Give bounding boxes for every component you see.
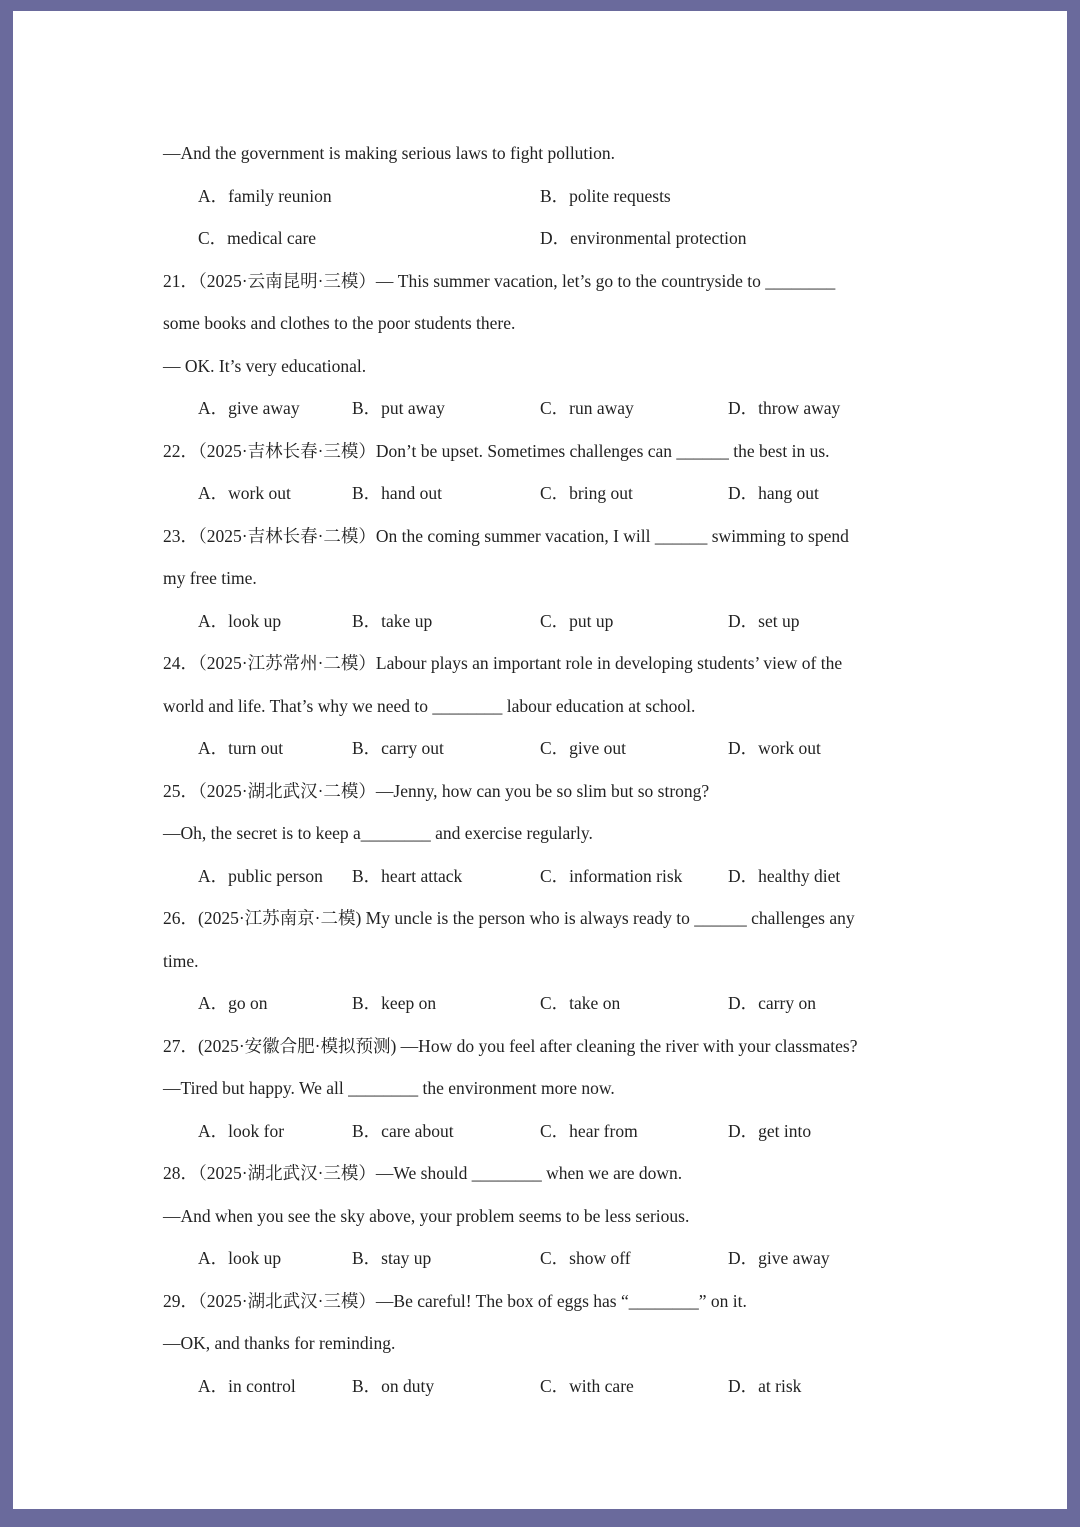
options-row: [163, 1373, 943, 1416]
question-28: [163, 1160, 943, 1288]
option-d: D．healthy diet: [728, 865, 841, 886]
option-b: B．stay up: [352, 1248, 432, 1268]
question-text: 26．(2025·江苏南京·二模) My uncle is the person who is always ready to ______ challenges any: [163, 908, 855, 928]
option-c: C．hear from: [540, 1120, 638, 1141]
option-b: B．carry out: [352, 738, 444, 758]
option-a: A．public person: [198, 865, 323, 886]
option-b: B．polite requests: [540, 185, 671, 206]
question-23: [163, 523, 943, 651]
option-a: A．go on: [198, 993, 268, 1013]
option-c: C．medical care: [198, 228, 317, 248]
option-a: A．in control: [198, 1375, 296, 1396]
question-text: 25．（2025·湖北武汉·二模）—Jenny, how can you be so slim but so strong?: [163, 780, 710, 801]
option-b: B．put away: [352, 398, 445, 418]
option-b: B．care about: [352, 1120, 454, 1141]
options-row: [163, 1245, 943, 1288]
question-text: —Oh, the secret is to keep a________ and exercise regularly.: [163, 823, 593, 843]
question-text: 24．（2025·江苏常州·二模）Labour plays an important role in developing students’ view of the: [163, 653, 843, 673]
option-d: D．environmental protection: [540, 228, 747, 248]
question-text: —And when you see the sky above, your problem seems to be less serious.: [163, 1205, 690, 1226]
question-text: —Tired but happy. We all ________ the environment more now.: [163, 1078, 615, 1098]
intro-line: —And the government is making serious laws to fight pollution.: [163, 143, 616, 163]
option-c: C．bring out: [540, 483, 633, 503]
option-a: A．look up: [198, 610, 282, 631]
options-row: [163, 990, 943, 1033]
question-22: [163, 438, 943, 523]
option-b: B．on duty: [352, 1375, 435, 1396]
options-row: [163, 735, 943, 778]
question-text: —OK, and thanks for reminding.: [163, 1333, 396, 1353]
question-27: [163, 1033, 943, 1161]
option-d: D．carry on: [728, 993, 816, 1013]
question-text: — OK. It’s very educational.: [163, 355, 367, 376]
option-d: D．throw away: [728, 398, 841, 418]
options-row: [163, 395, 943, 438]
option-a: A．give away: [198, 398, 300, 418]
option-b: B．keep on: [352, 993, 437, 1013]
question-text: 23．（2025·吉林长春·二模）On the coming summer vacation, I will ______ swimming to spend: [163, 525, 849, 546]
question-24: [163, 650, 943, 778]
question-text: time.: [163, 950, 199, 971]
question-text: 29．（2025·湖北武汉·三模）—Be careful! The box of eggs has “________” on it.: [163, 1290, 747, 1311]
option-c: C．information risk: [540, 865, 683, 886]
question-list: [163, 140, 943, 1415]
option-a: A．work out: [198, 483, 291, 503]
option-d: D．set up: [728, 610, 800, 631]
option-c: C．take on: [540, 993, 621, 1013]
question-26: [163, 905, 943, 1033]
question-text: my free time.: [163, 568, 257, 588]
option-c: C．give out: [540, 738, 627, 758]
option-c: C．run away: [540, 398, 634, 418]
question-text: 21．（2025·云南昆明·三模）— This summer vacation, let’s go to the countryside to ________: [163, 270, 836, 291]
option-a: A．family reunion: [198, 185, 332, 206]
intro-options-row-1: [163, 183, 943, 226]
option-c: C．show off: [540, 1248, 631, 1268]
intro-options-row-2: [163, 225, 943, 268]
options-row: [163, 608, 943, 651]
option-b: B．take up: [352, 610, 433, 631]
option-d: D．hang out: [728, 483, 819, 503]
question-text: world and life. That’s why we need to ________ labour education at school.: [163, 695, 696, 716]
question-text: 27．(2025·安徽合肥·模拟预测) —How do you feel after cleaning the river with your classmates?: [163, 1035, 858, 1056]
question-text: 22．（2025·吉林长春·三模）Don’t be upset. Sometimes challenges can ______ the best in us.: [163, 440, 830, 461]
option-d: D．at risk: [728, 1375, 802, 1396]
options-row: [163, 480, 943, 523]
option-b: B．heart attack: [352, 865, 463, 886]
question-text: some books and clothes to the poor students there.: [163, 313, 516, 333]
option-b: B．hand out: [352, 483, 442, 503]
option-c: C．with care: [540, 1375, 634, 1396]
question-text: 28．（2025·湖北武汉·三模）—We should ________ when we are down.: [163, 1163, 683, 1183]
question-21: [163, 268, 943, 438]
option-a: A．look for: [198, 1120, 285, 1141]
option-d: D．give away: [728, 1248, 830, 1268]
option-d: D．work out: [728, 738, 821, 758]
option-c: C．put up: [540, 610, 614, 631]
option-a: A．turn out: [198, 738, 284, 758]
question-29: [163, 1288, 943, 1416]
option-d: D．get into: [728, 1120, 812, 1141]
document-page: [13, 11, 1067, 1509]
options-row: [163, 1118, 943, 1161]
options-row: [163, 863, 943, 906]
option-a: A．look up: [198, 1248, 282, 1268]
question-25: [163, 778, 943, 906]
